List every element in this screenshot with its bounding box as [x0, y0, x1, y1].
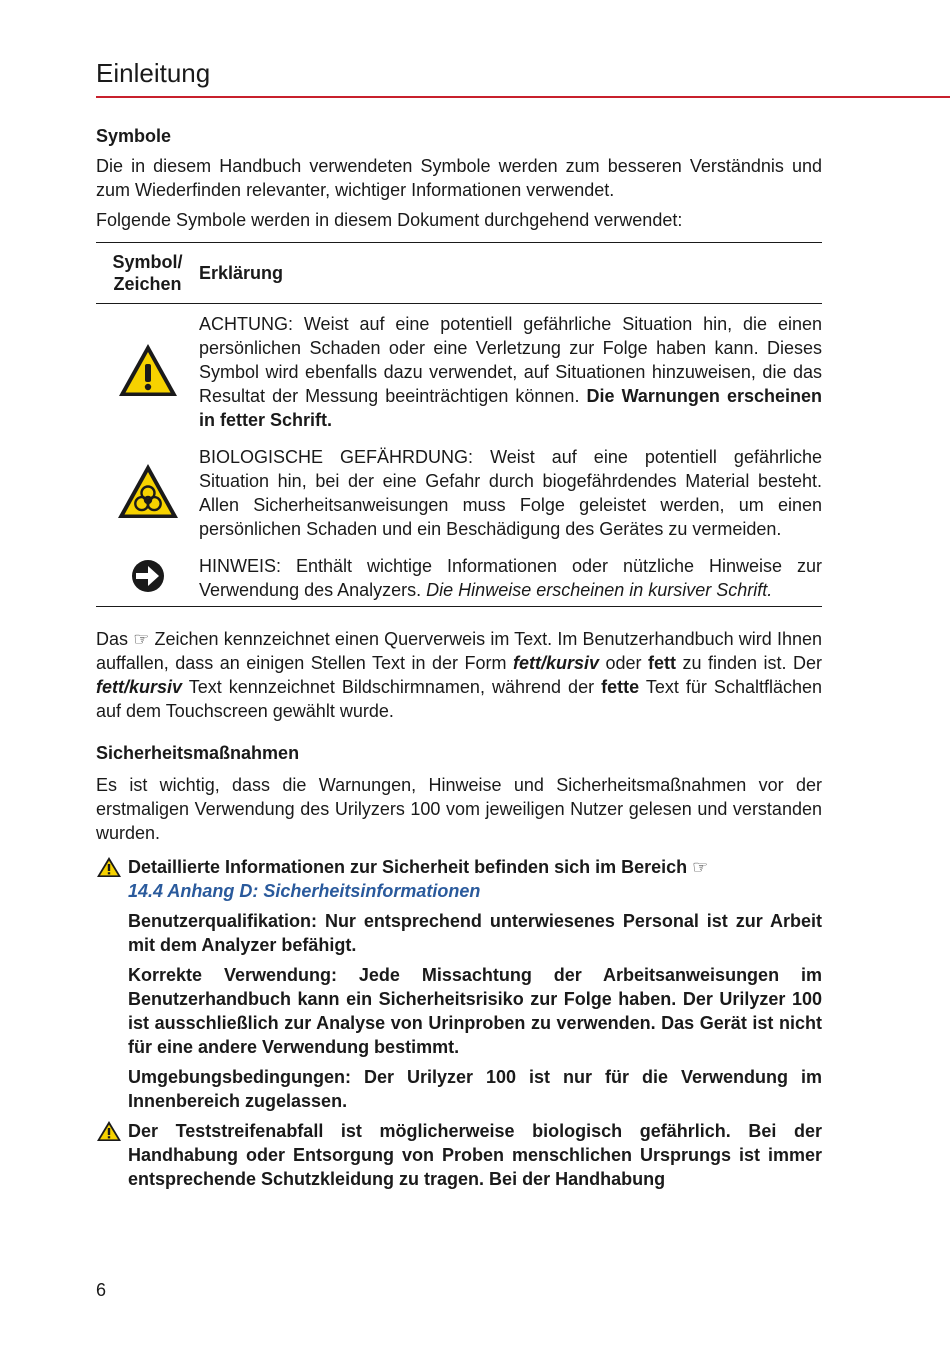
table-row: [96, 304, 822, 440]
safety-heading: Sicherheitsmaßnahmen: [96, 743, 300, 763]
crossref-text-1: Das: [96, 629, 134, 649]
symbols-intro: Die in diesem Handbuch verwendeten Symbole werden zum besseren Verständnis und zum Wiederfinden relevanter, wichtiger Informationen verwendet.: [96, 156, 822, 200]
table-header-symbol-line2: Zeichen: [113, 274, 182, 294]
safety-info-link[interactable]: 14.4 Anhang D: Sicherheitsinformationen: [128, 881, 481, 901]
list-item: [96, 963, 822, 1059]
crossref-bold-2: fette: [601, 677, 640, 697]
qualification-text: Benutzerqualifikation: Nur entsprechend unterwiesenes Personal ist zur Arbeit mit dem Analyzer befähigt.: [128, 911, 822, 955]
crossref-text-6: Text für Schaltflächen auf dem Touchscreen gewählt wurde.: [96, 677, 823, 721]
crossref-hand-icon: ☞: [692, 857, 709, 877]
biohazard-text: BIOLOGISCHE GEFÄHRDUNG: Weist auf eine potentiell gefährliche Situation hin, bei der eine Gefahr durch biogefährdendes Material besteht. Allen Sicherheitsanweisungen muss Folge geleistet werden, um einen persönlichen Schaden und ein Beschädigung des Gerätes zu vermeiden.: [199, 447, 822, 539]
correct-use-text: Korrekte Verwendung: Jede Missachtung der Arbeitsanweisungen im Benutzerhandbuch kann ein Sicherheitsrisiko zur Folge haben. Der Urilyzer 100 ist ausschließlich zur Analyse von Urinproben zu verwenden. Das Gerät ist nicht für eine andere Verwendung bestimmt.: [128, 965, 822, 1057]
safety-warning-2-text: Der Teststreifenabfall ist möglicherweise biologisch gefährlich. Bei der Handhabung oder Entsorgung von Proben menschlichen Ursprungs ist immer entsprechende Schutzkleidung zu tragen. Bei der Handhabung: [128, 1121, 822, 1189]
crossref-bold-italic-1: fett/kursiv: [512, 653, 599, 673]
crossref-text-3: oder: [599, 653, 649, 673]
list-item: [96, 1065, 822, 1113]
page-number: 6: [96, 1280, 107, 1300]
warning-triangle-icon: [117, 342, 179, 398]
table-row: [96, 548, 822, 607]
table-header-symbol: [96, 243, 199, 304]
warning-triangle-icon: [96, 1120, 122, 1142]
crossref-bold-1: fett: [648, 653, 677, 673]
page-content: [96, 124, 822, 1197]
page-title: Einleitung: [96, 58, 211, 88]
safety-warning-1-text: Detaillierte Informationen zur Sicherheit befinden sich im Bereich: [128, 857, 693, 877]
symbols-heading: Symbole: [96, 126, 172, 146]
warning-triangle-icon: [96, 856, 122, 878]
table-header-explanation: Erklärung: [199, 243, 822, 304]
crossref-text-2: Zeichen kennzeichnet einen Querverweis im Text. Im Benutzerhandbuch wird Ihnen auffallen, dass an einigen Stellen Text in der Form: [96, 629, 822, 673]
safety-warnings: [96, 855, 822, 1191]
environment-text: Umgebungsbedingungen: Der Urilyzer 100 ist nur für die Verwendung im Innenbereich zugelassen.: [128, 1067, 822, 1111]
table-row: [96, 439, 822, 548]
symbols-table: [96, 242, 822, 607]
safety-warning-1: [96, 855, 822, 903]
crossref-paragraph: [96, 627, 822, 723]
biohazard-icon: [116, 462, 180, 520]
achtung-text: ACHTUNG: Weist auf eine potentiell gefährliche Situation hin, die einen persönlichen Schaden oder eine Verletzung zur Folge haben kann. Dieses Symbol wird ebenfalls dazu verwendet, auf Situationen hinzuweisen, die das Resultat der Messung beeinträchtigen können.: [199, 314, 822, 406]
safety-intro: Es ist wichtig, dass die Warnungen, Hinweise und Sicherheitsmaßnahmen vor der erstmaligen Verwendung des Urilyzers 100 vom jeweiligen Nutzer gelesen und verstanden wurden.: [96, 775, 822, 843]
arrow-circle-icon: [130, 558, 166, 594]
crossref-text-5: Text kennzeichnet Bildschirmnamen, während der: [182, 677, 602, 697]
symbols-intro-2: Folgende Symbole werden in diesem Dokument durchgehend verwendet:: [96, 210, 683, 230]
crossref-text-4: zu finden ist. Der: [676, 653, 823, 673]
hinweis-text: HINWEIS: Enthält wichtige Informationen oder nützliche Hinweise zur Verwendung des Analyzers.: [199, 556, 822, 600]
crossref-hand-icon: ☞: [133, 629, 150, 649]
list-item: [96, 909, 822, 957]
achtung-bold-text: Die Warnungen erscheinen in fetter Schrift.: [199, 386, 822, 430]
hinweis-italic-text: Die Hinweise erscheinen in kursiver Schrift.: [426, 580, 773, 600]
safety-warning-2: [96, 1119, 822, 1191]
header-divider: [96, 96, 950, 98]
crossref-bold-italic-2: fett/kursiv: [96, 677, 183, 697]
table-header-symbol-line1: Symbol/: [112, 252, 183, 272]
